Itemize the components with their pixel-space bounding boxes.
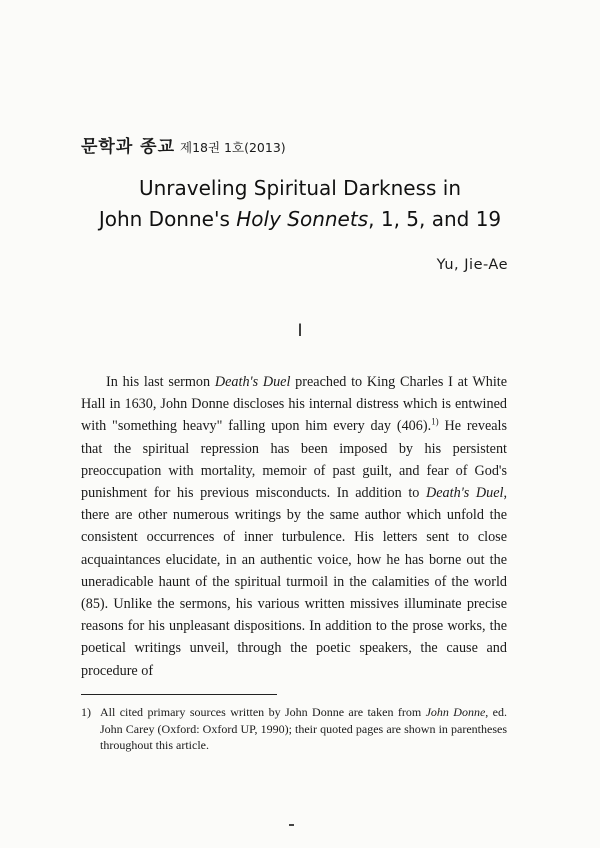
journal-header (81, 132, 286, 157)
title-line-2-pre: John Donne's (98, 207, 237, 231)
article-title (40, 173, 560, 235)
body-s2: Death's Duel (214, 374, 291, 390)
body-paragraph (81, 371, 507, 682)
title-line-1: Unraveling Spiritual Darkness in (138, 176, 462, 200)
body-s4: He reveals that the spiritual repression has been imposed by his persistent preoccupation with mortality, memoir of past guilt, and fear of God's punishment for his previous misconducts. In addition to (81, 418, 508, 502)
title-line-2 (40, 204, 560, 235)
footnote-text (100, 704, 507, 754)
body-s6: , there are other numerous writings by the same author which unfold the consistent occurrences of inner turbulence. His letters sent to close acquaintances elucidate, in an authentic voice, how he has borne out the uneradicable haunt of the spiritual turmoil in the calamities of the world (85). Unlike the sermons, his various written missives illuminate precise reasons for his unpleasant dispositions. In addition to the prose works, the poetical writings unveil, through the poetic speakers, the cause and procedure of (81, 485, 507, 679)
title-line-2-italic: Holy Sonnets (236, 207, 369, 231)
footnote-t2: John Donne (425, 705, 486, 719)
journal-name: 문학과 종교 (81, 137, 176, 157)
footnote-reference: 1) (431, 416, 439, 427)
footnote (81, 704, 507, 754)
body-s1: In his last sermon (106, 374, 215, 390)
footnote-divider (81, 694, 277, 695)
footnote-t1: All cited primary sources written by John Donne are taken from (100, 705, 426, 719)
page-mark (289, 824, 294, 826)
author-name: Yu, Jie-Ae (436, 257, 508, 273)
body-s3: preached to King Charles I at White Hall in 1630, John Donne discloses his internal distress which is entwined with "something heavy" falling upon him every day (406). (81, 374, 507, 435)
title-line-2-post: , 1, 5, and 19 (368, 207, 502, 231)
body-s5: Death's Duel (426, 485, 504, 502)
footnote-number: 1) (81, 705, 91, 719)
section-number: I (297, 321, 303, 341)
journal-issue: 제18권 1호(2013) (180, 140, 286, 155)
footnote-t3: , ed. John Carey (Oxford: Oxford UP, 1990); their quoted pages are shown in parentheses throughout this article. (100, 705, 507, 752)
body-text (81, 371, 507, 682)
